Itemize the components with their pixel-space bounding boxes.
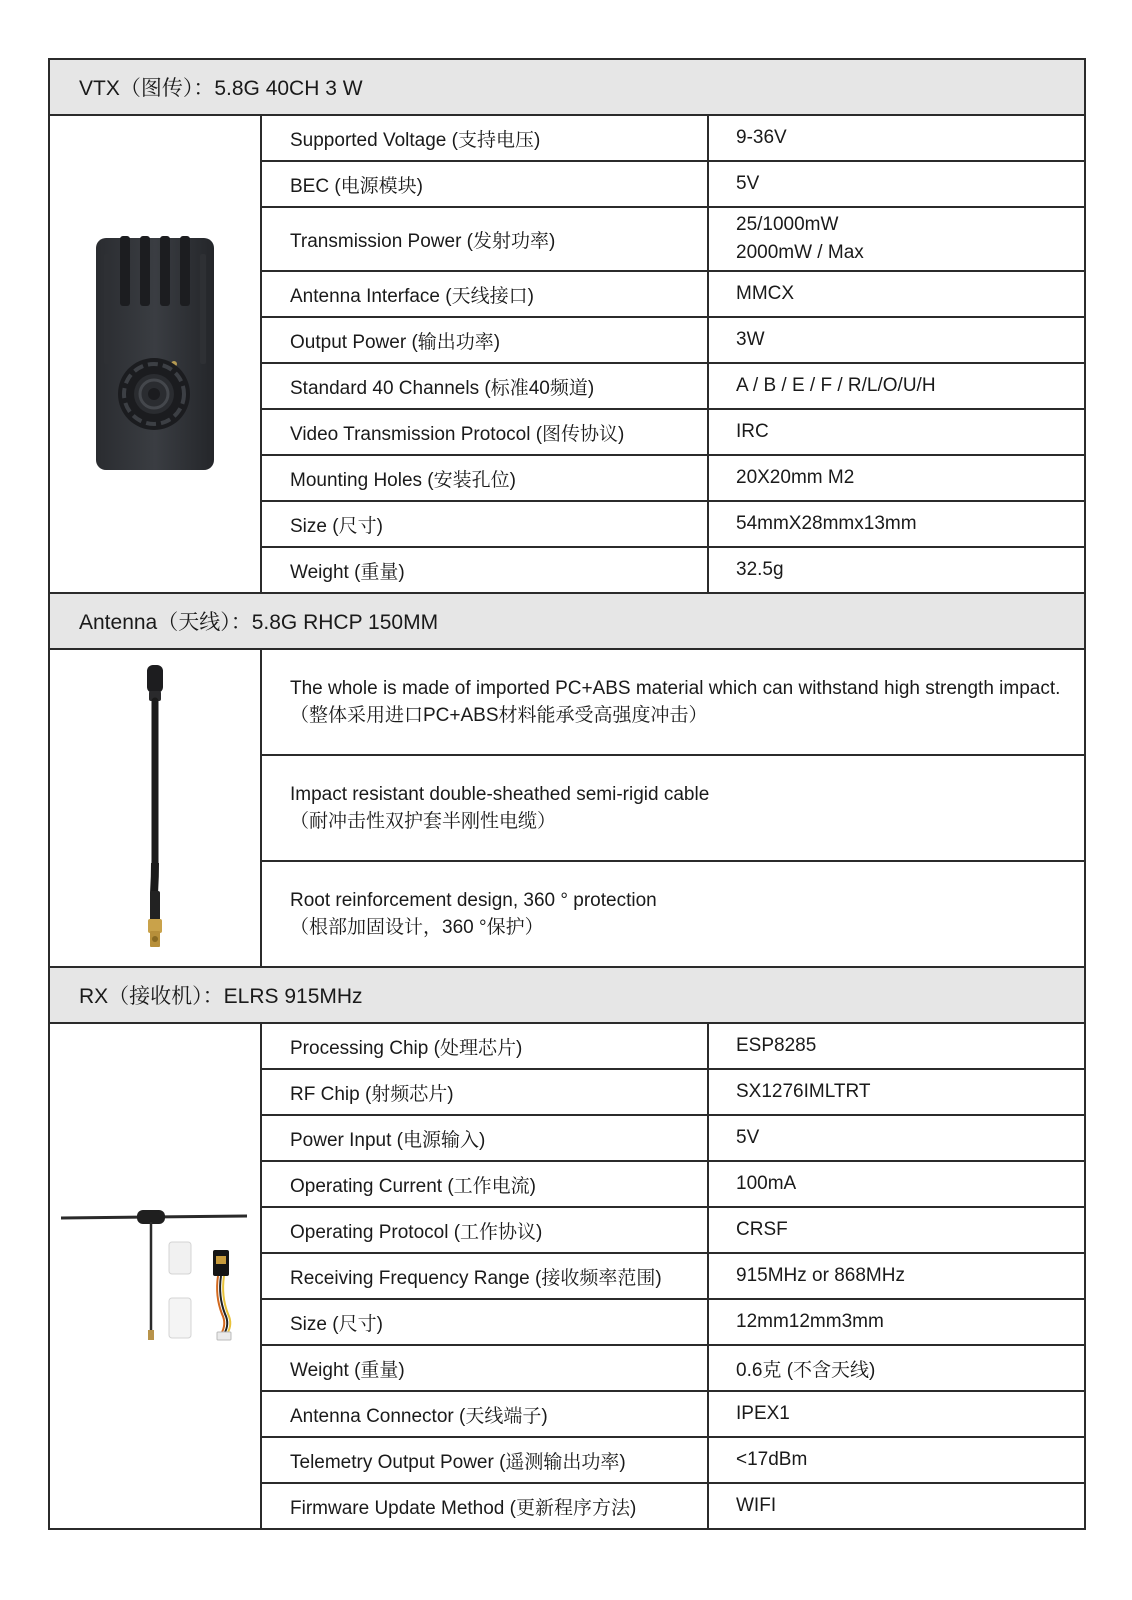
row-value: 54mmX28mmx13mm (708, 501, 1085, 547)
antenna-image-cell (49, 649, 261, 967)
row-label: Operating Protocol (工作协议) (261, 1207, 708, 1253)
row-label: Size (尺寸) (261, 501, 708, 547)
rx-section-title: RX（接收机）：ELRS 915MHz (49, 967, 1085, 1023)
rx-header-row (49, 967, 1085, 1023)
row-label: Firmware Update Method (更新程序方法) (261, 1483, 708, 1529)
vtx-image-cell (49, 115, 261, 593)
row-label: Weight (重量) (261, 547, 708, 593)
row-label: Antenna Connector (天线端子) (261, 1391, 708, 1437)
antenna-feature (261, 755, 1085, 861)
row-label: Telemetry Output Power (遥测输出功率) (261, 1437, 708, 1483)
feature-en: Impact resistant double-sheathed semi-rigid cable (290, 784, 710, 805)
feature-cn: （耐冲击性双护套半刚性电缆） (290, 811, 557, 832)
row-value: WIFI (708, 1483, 1085, 1529)
row-label: Standard 40 Channels (标准40频道) (261, 363, 708, 409)
antenna-header-row (49, 593, 1085, 649)
row-label: Receiving Frequency Range (接收频率范围) (261, 1253, 708, 1299)
table-row (49, 1023, 1085, 1069)
row-label: Supported Voltage (支持电压) (261, 115, 708, 161)
antenna-section-title: Antenna（天线）：5.8G RHCP 150MM (49, 593, 1085, 649)
antenna-feature (261, 649, 1085, 755)
row-value: 5V (708, 1115, 1085, 1161)
vtx-module-image (90, 234, 220, 474)
row-value: <17dBm (708, 1437, 1085, 1483)
row-value: SX1276IMLTRT (708, 1069, 1085, 1115)
row-value: 20X20mm M2 (708, 455, 1085, 501)
feature-en: Root reinforcement design, 360 ° protection (290, 890, 657, 911)
row-label: Power Input (电源输入) (261, 1115, 708, 1161)
row-value: 25/1000mW 2000mW / Max (708, 207, 1085, 271)
row-value: A / B / E / F / R/L/O/U/H (708, 363, 1085, 409)
row-label: Output Power (输出功率) (261, 317, 708, 363)
feature-en: The whole is made of imported PC+ABS material which can withstand high strength impact. (290, 678, 1061, 699)
antenna-feature (261, 861, 1085, 967)
row-label: Video Transmission Protocol (图传协议) (261, 409, 708, 455)
row-value: 9-36V (708, 115, 1085, 161)
rx-image-cell (49, 1023, 261, 1529)
row-value: IRC (708, 409, 1085, 455)
row-label: BEC (电源模块) (261, 161, 708, 207)
row-value: 3W (708, 317, 1085, 363)
vtx-header-row (49, 59, 1085, 115)
row-label: Mounting Holes (安装孔位) (261, 455, 708, 501)
row-value: CRSF (708, 1207, 1085, 1253)
antenna-image (125, 663, 185, 953)
receiver-image (57, 1206, 253, 1346)
row-label: Antenna Interface (天线接口) (261, 271, 708, 317)
row-value: 100mA (708, 1161, 1085, 1207)
row-value: 915MHz or 868MHz (708, 1253, 1085, 1299)
table-row (49, 115, 1085, 161)
row-label: Size (尺寸) (261, 1299, 708, 1345)
table-row (49, 649, 1085, 755)
row-label: Operating Current (工作电流) (261, 1161, 708, 1207)
row-value: 12mm12mm3mm (708, 1299, 1085, 1345)
row-label: RF Chip (射频芯片) (261, 1069, 708, 1115)
row-value: ESP8285 (708, 1023, 1085, 1069)
row-label: Transmission Power (发射功率) (261, 207, 708, 271)
spec-sheet (48, 58, 1086, 1530)
row-label: Processing Chip (处理芯片) (261, 1023, 708, 1069)
vtx-section-title: VTX（图传）：5.8G 40CH 3 W (49, 59, 1085, 115)
row-label: Weight (重量) (261, 1345, 708, 1391)
row-value: 32.5g (708, 547, 1085, 593)
row-value: MMCX (708, 271, 1085, 317)
row-value: 5V (708, 161, 1085, 207)
feature-cn: （整体采用进口PC+ABS材料能承受高强度冲击） (290, 705, 708, 726)
feature-cn: （根部加固设计，360 °保护） (290, 917, 544, 938)
row-value: IPEX1 (708, 1391, 1085, 1437)
row-value: 0.6克 (不含天线) (708, 1345, 1085, 1391)
